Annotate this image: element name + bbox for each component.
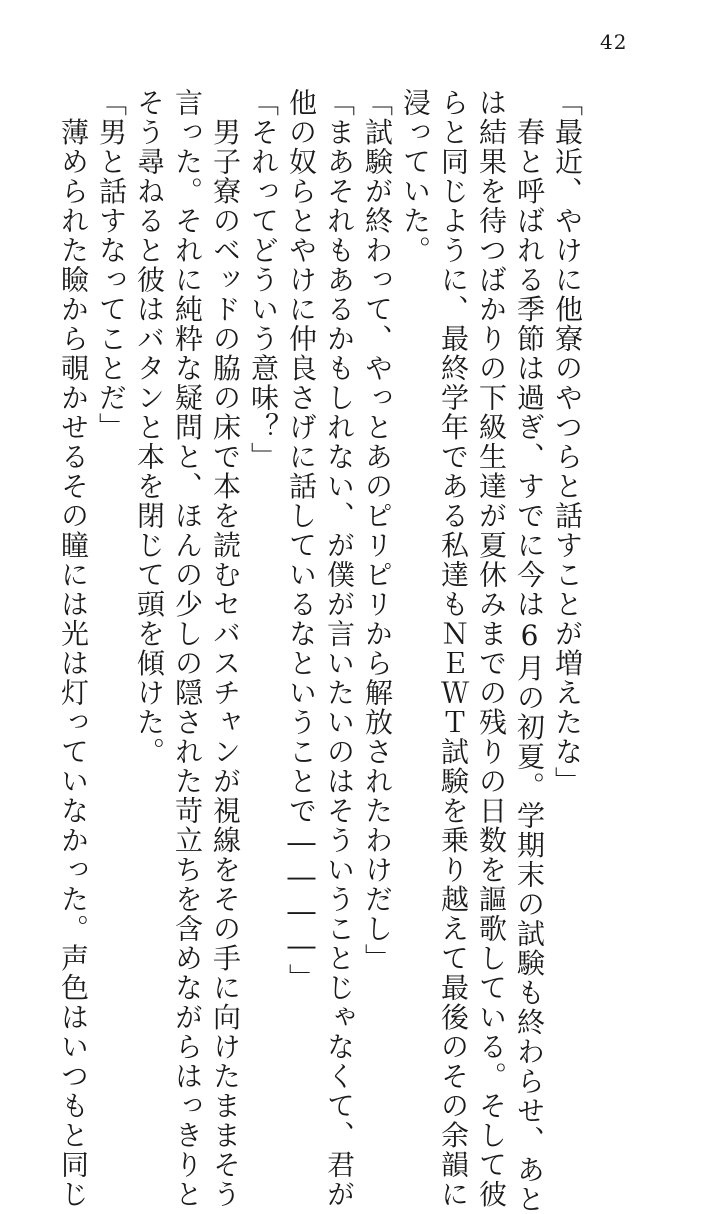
- text-line: そう尋ねると彼はバタンと本を閉じて頭を傾けた。: [133, 88, 166, 767]
- text-line: 「男と話すなってことだ」: [95, 88, 128, 442]
- text-line: 「それってどういう意味？」: [247, 88, 280, 472]
- text-line: 浸っていた。: [399, 88, 432, 265]
- text-line: は結果を待つばかりの下級生達が夏休みまでの残りの日数を謳歌している。そして彼: [475, 88, 508, 1209]
- page-number: 42: [600, 30, 628, 54]
- text-line: 「試験が終わって、やっとあのピリピリから解放されたわけだし」: [361, 88, 394, 973]
- text-line: 言った。それに純粋な疑問と、ほんの少しの隠された苛立ちを含めながらはっきりと: [171, 88, 204, 1209]
- text-line: 「まあそれもあるかもしれない、が僕が言いたいのはそういうことじゃなくて、君が: [323, 88, 356, 1209]
- text-line: 薄められた瞼から覗かせるその瞳には光は灯っていなかった。声色はいつもと同じ: [57, 88, 90, 1209]
- text-line: 男子寮のベッドの脇の床で本を読むセバスチャンが視線をその手に向けたままそう: [209, 88, 242, 1209]
- text-line: らと同じように、最終学年である私達もＮＥＷＴ試験を乗り越えて最後のその余韻に: [437, 88, 470, 1209]
- text-line: 春と呼ばれる季節は過ぎ、すでに今は6月の初夏。学期末の試験も終わらせ、あと: [513, 88, 546, 1214]
- text-line: 他の奴らとやけに仲良さげに話しているなということで――――」: [285, 88, 318, 993]
- text-line: 「最近、やけに他寮のやつらと話すことが増えたな」: [551, 88, 584, 796]
- vertical-text-body: [54, 88, 586, 1214]
